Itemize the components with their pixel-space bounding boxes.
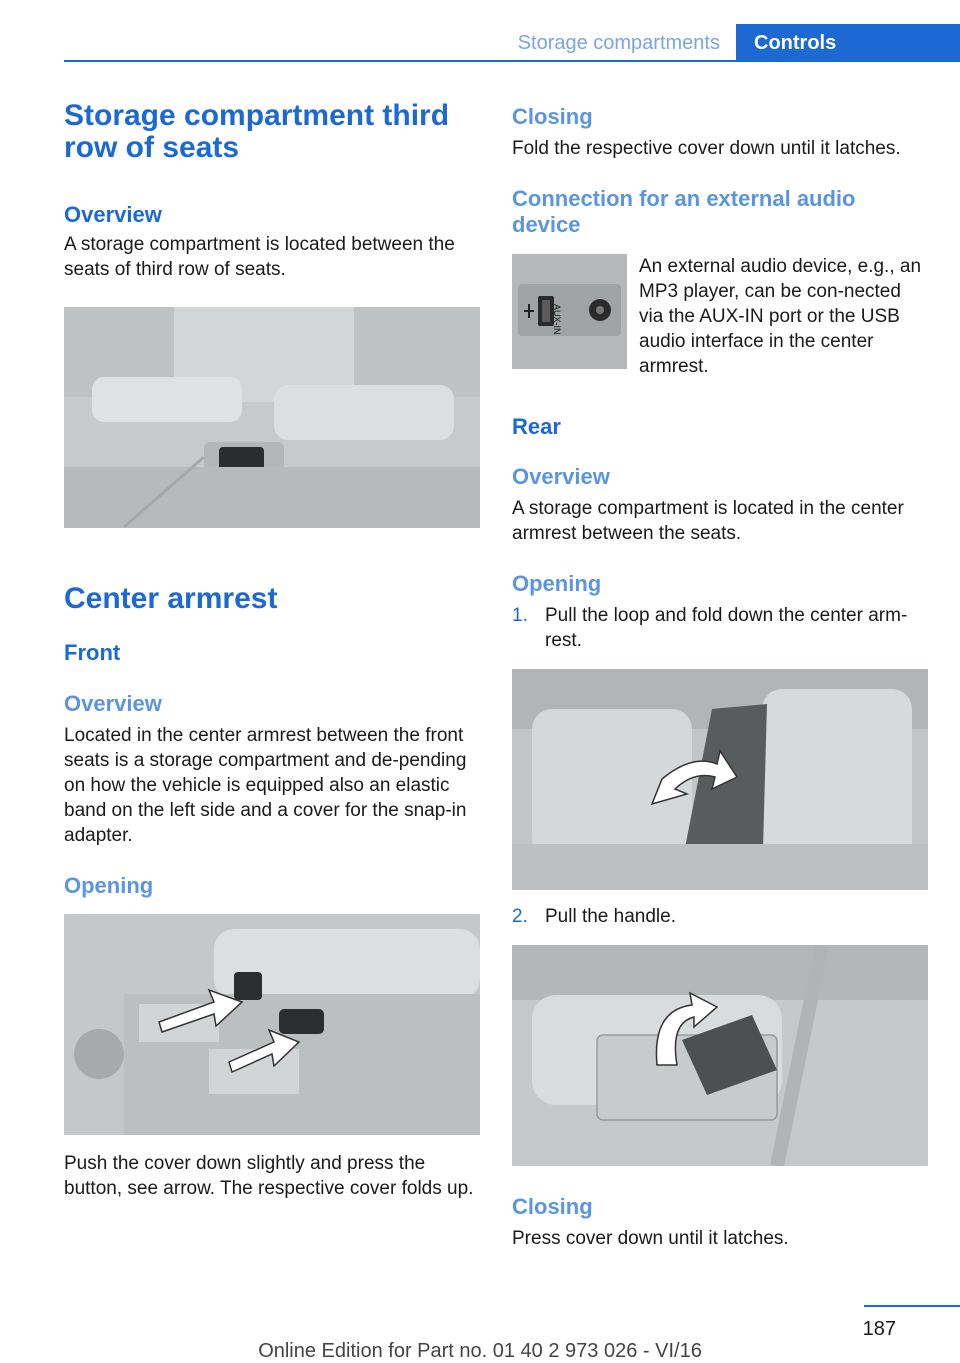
front-opening-heading: Opening bbox=[64, 873, 154, 898]
audio-text: An external audio device, e.g., an MP3 player, can be con‐nected via the AUX-IN port or the USB audio interface in the center armrest. bbox=[639, 256, 922, 377]
audio-heading: Connection for an external audio device bbox=[512, 186, 856, 237]
step-2 bbox=[512, 904, 928, 929]
overview-heading: Overview bbox=[64, 202, 162, 227]
step-number: 2. bbox=[512, 906, 528, 927]
rear-closing-text: Press cover down until it latches. bbox=[512, 1228, 789, 1249]
closing-text: Fold the respective cover down until it latches. bbox=[512, 138, 901, 159]
rear-overview-text: A storage compartment is located in the center armrest between the seats. bbox=[512, 498, 904, 544]
figure-rear-armrest-fold bbox=[512, 669, 928, 890]
audio-jack-icon bbox=[589, 299, 611, 321]
front-heading: Front bbox=[64, 640, 121, 665]
front-overview-heading: Overview bbox=[64, 691, 162, 716]
aux-in-label: AUX-IN bbox=[552, 304, 562, 335]
section-title-third-row: Storage compartment third row of seats bbox=[64, 99, 450, 164]
front-overview-text: Located in the center armrest between the front seats is a storage compartment and de‐pending on how the vehicle is equipped also an elastic band on the left side and a cover for the snap‑in adapter. bbox=[64, 725, 467, 846]
figure-rear-handle bbox=[512, 945, 928, 1166]
step-number: 1. bbox=[512, 605, 528, 626]
figure-front-armrest-opening bbox=[64, 914, 480, 1135]
left-column bbox=[64, 100, 480, 1201]
chapter-tab[interactable] bbox=[736, 24, 960, 62]
audio-block bbox=[512, 254, 928, 379]
chapter-tab-label: Controls bbox=[754, 31, 837, 54]
step-1 bbox=[512, 603, 928, 653]
rear-closing-heading: Closing bbox=[512, 1194, 593, 1219]
step-text: Pull the handle. bbox=[545, 906, 676, 927]
footer-rule bbox=[864, 1305, 960, 1307]
rear-heading: Rear bbox=[512, 414, 561, 439]
front-opening-text: Push the cover down slightly and press the button, see arrow. The respective cover folds up. bbox=[64, 1153, 474, 1199]
overview-text: A storage compartment is located between the seats of third row of seats. bbox=[64, 234, 455, 280]
rear-overview-heading: Overview bbox=[512, 464, 610, 489]
closing-heading: Closing bbox=[512, 104, 593, 129]
rear-opening-heading: Opening bbox=[512, 571, 602, 596]
figure-third-row-compartment bbox=[64, 307, 480, 528]
section-title-center-armrest: Center armrest bbox=[64, 582, 278, 615]
edition-footer: Online Edition for Part no. 01 40 2 973 026 - VI/16 bbox=[258, 1340, 702, 1362]
right-column bbox=[512, 100, 928, 1251]
figure-audio-ports bbox=[512, 254, 627, 369]
running-header-section: Storage compartments bbox=[517, 32, 720, 54]
header-rule bbox=[64, 60, 960, 62]
page-number: 187 bbox=[862, 1318, 896, 1340]
step-text: Pull the loop and fold down the center arm‐rest. bbox=[545, 605, 908, 651]
